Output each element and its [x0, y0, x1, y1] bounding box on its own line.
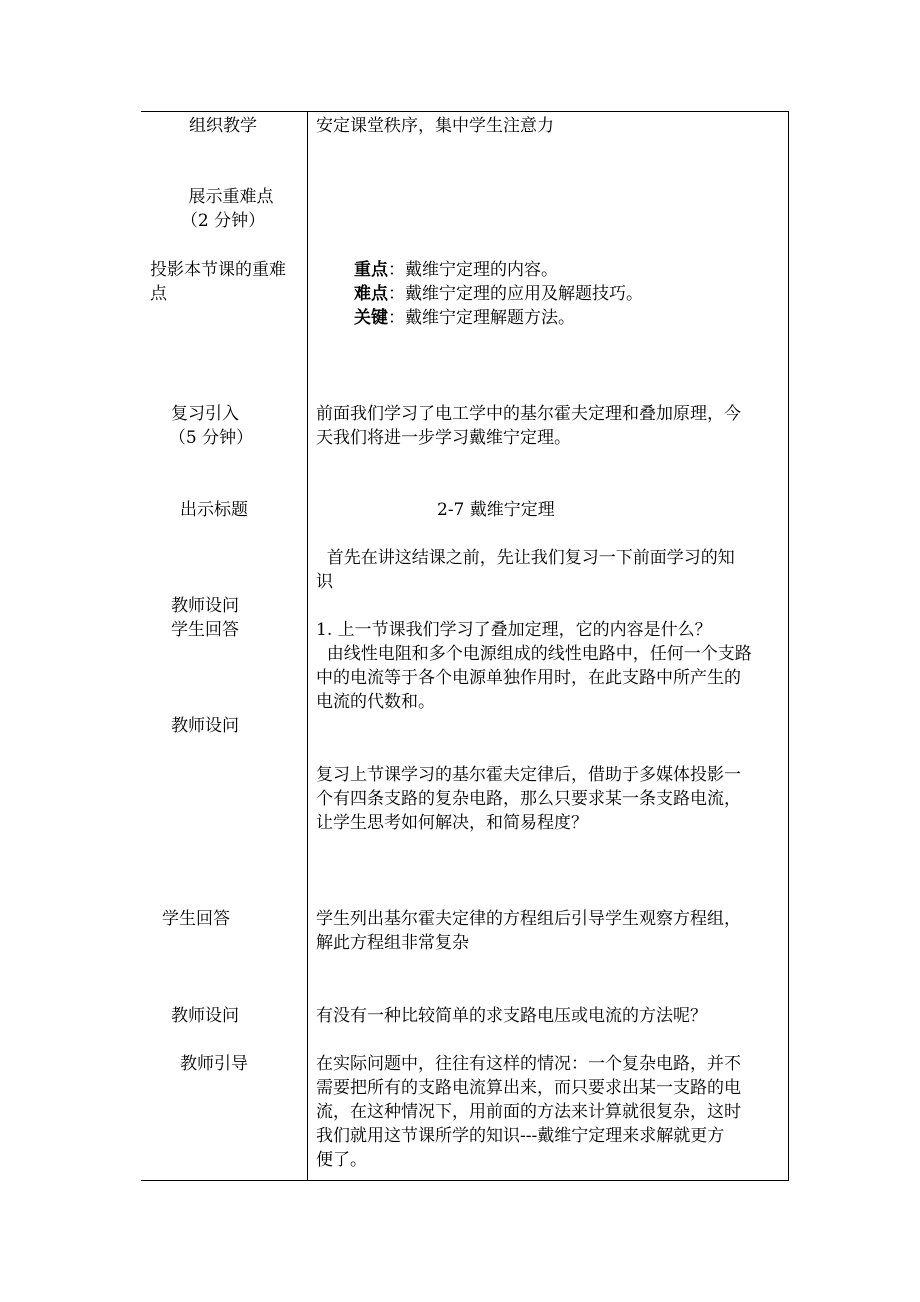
critical-point-label: 关键 — [354, 308, 388, 328]
lesson-title: 2-7 戴维宁定理 — [437, 500, 555, 520]
content-answer-2-line1: 学生列出基尔霍夫定律的方程组后引导学生观察方程组， — [316, 909, 741, 929]
step-teacher-question-2: 教师设问 — [171, 716, 239, 736]
content-guidance-line4: 我们就用这节课所学的知识---戴维宁定理来求解就更方 — [316, 1126, 725, 1146]
content-review-line1: 前面我们学习了电工学中的基尔霍夫定理和叠加原理，今 — [316, 404, 741, 424]
content-review-line2: 天我们将进一步学习戴维宁定理。 — [316, 428, 571, 448]
step-student-answer-2: 学生回答 — [162, 909, 230, 929]
step-teacher-question-3: 教师设问 — [171, 1006, 239, 1026]
content-question-1: 1. 上一节课我们学习了叠加定理，它的内容是什么？ — [316, 620, 712, 640]
table-column-divider — [307, 111, 308, 1181]
step-student-answer-1: 学生回答 — [171, 620, 239, 640]
critical-point-text: ：戴维宁定理解题方法。 — [388, 308, 575, 328]
content-answer-1-line3: 电流的代数和。 — [316, 692, 435, 712]
table-right-border — [788, 111, 789, 1181]
content-answer-1-line1: 由线性电阻和多个电源组成的线性电路中，任何一个支路 — [316, 644, 752, 664]
content-guidance-line1: 在实际问题中，往往有这样的情况：一个复杂电路，并不 — [316, 1054, 741, 1074]
table-bottom-border — [141, 1180, 789, 1181]
content-question-2-line3: 让学生思考如何解决，和简易程度？ — [316, 813, 588, 833]
content-answer-2-line2: 解此方程组非常复杂 — [316, 933, 469, 953]
step-review-intro: 复习引入 — [171, 404, 239, 424]
content-question-3: 有没有一种比较简单的求支路电压或电流的方法呢？ — [316, 1006, 707, 1026]
step-teacher-question-1: 教师设问 — [171, 596, 239, 616]
step-organize-teaching: 组织教学 — [189, 116, 257, 136]
content-guidance-line2: 需要把所有的支路电流算出来，而只要求出某一支路的电 — [316, 1078, 741, 1098]
step-review-intro-time: （5 分钟） — [168, 428, 254, 448]
step-teacher-guidance: 教师引导 — [180, 1054, 248, 1074]
content-question-2-line2: 个有四条支路的复杂电路，那么只要求某一条支路电流， — [316, 789, 741, 809]
content-difficult-point — [354, 282, 643, 306]
step-project-key-points-line1: 投影本节课的重难 — [150, 260, 286, 280]
content-key-point — [354, 258, 558, 282]
step-show-key-points: 展示重难点 — [188, 187, 274, 207]
content-intro-line1: 首先在讲这结课之前，先让我们复习一下前面学习的知 — [316, 548, 735, 568]
table-top-border — [141, 111, 789, 112]
key-point-text: ：戴维宁定理的内容。 — [388, 260, 558, 280]
difficult-point-text: ：戴维宁定理的应用及解题技巧。 — [388, 284, 643, 304]
difficult-point-label: 难点 — [354, 284, 388, 304]
content-guidance-line5: 便了。 — [316, 1150, 367, 1170]
content-answer-1-line2: 中的电流等于各个电源单独作用时，在此支路中所产生的 — [316, 668, 741, 688]
content-intro-line2: 识 — [316, 572, 333, 592]
step-project-key-points-line2: 点 — [150, 284, 167, 304]
content-question-2-line1: 复习上节课学习的基尔霍夫定律后，借助于多媒体投影一 — [316, 765, 741, 785]
key-point-label: 重点 — [354, 260, 388, 280]
step-show-key-points-time: （2 分钟） — [180, 211, 266, 231]
content-guidance-line3: 流，在这种情况下，用前面的方法来计算就很复杂，这时 — [316, 1102, 741, 1122]
content-settle-class: 安定课堂秩序，集中学生注意力 — [316, 116, 554, 136]
content-critical-point — [354, 306, 575, 330]
step-show-title: 出示标题 — [180, 500, 248, 520]
